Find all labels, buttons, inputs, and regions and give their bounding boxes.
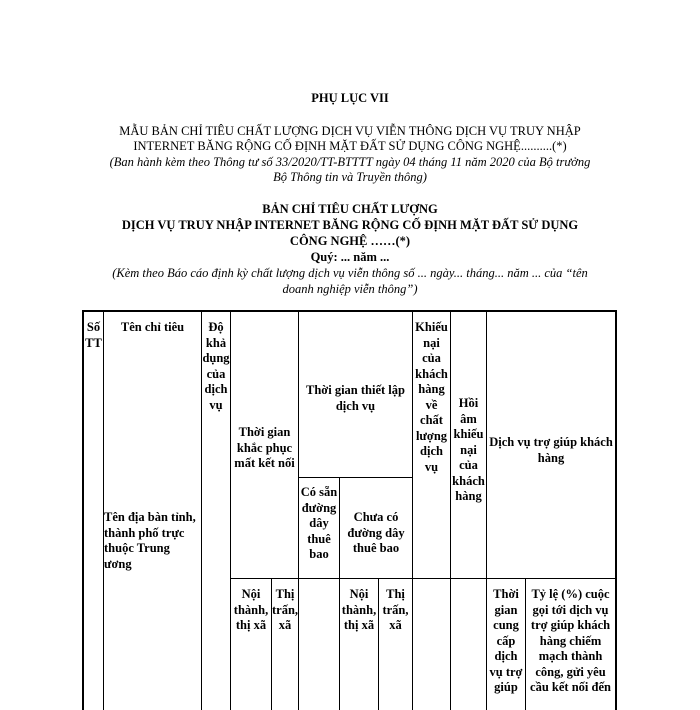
header-fault-fix-time: Thời gian khắc phục mất kết nối <box>234 425 295 470</box>
quarter-line: Quý: ... năm ... <box>310 250 390 264</box>
form-title-line-1: MẪU BẢN CHỈ TIÊU CHẤT LƯỢNG DỊCH VỤ VIỄN THÔNG DỊCH VỤ TRUY NHẬP <box>119 124 581 138</box>
row-divider <box>298 477 412 478</box>
subheader-support-call-rate: Tỷ lệ (%) cuộc gọi tới dịch vụ trợ giúp khách hàng chiếm mạch thành công, gửi yêu cầu kết nối đến <box>530 587 611 694</box>
issued-note-line-2: Bộ Thông tin và Truyền thông) <box>273 170 427 184</box>
header-setup-time: Thời gian thiết lập dịch vụ <box>306 383 405 413</box>
attached-note-line-2: doanh nghiệp viễn thông”) <box>282 282 418 296</box>
col-divider <box>230 310 231 710</box>
header-area-name: Tên địa bàn tỉnh, thành phố trực thuộc Trung ương <box>104 510 196 571</box>
header-availability: Độ khả dụng của dịch vụ <box>202 320 230 412</box>
subheader-urban-setup: Nội thành, thị xã <box>341 587 377 632</box>
subheader-town-setup: Thị trấn, xã <box>382 587 409 632</box>
table-border-top <box>82 310 617 312</box>
header-no: Số TT <box>85 320 102 350</box>
report-title-line-3: CÔNG NGHỆ ……(*) <box>289 234 411 248</box>
header-without-subscriber-line: Chưa có đường dây thuê bao <box>347 510 405 555</box>
header-with-subscriber-line: Có sẵn đường dây thuê bao <box>300 485 338 561</box>
col-divider <box>450 310 451 710</box>
appendix-heading: PHỤ LỤC VII <box>311 91 389 105</box>
report-title-line-2: DỊCH VỤ TRUY NHẬP INTERNET BĂNG RỘNG CỐ ĐỊNH MẶT ĐẤT SỬ DỤNG <box>121 218 579 232</box>
report-title-line-1: BẢN CHỈ TIÊU CHẤT LƯỢNG <box>262 202 438 216</box>
header-complaint-replies: Hồi âm khiếu nại của khách hàng <box>452 396 485 503</box>
header-customer-support: Dịch vụ trợ giúp khách hàng <box>489 435 613 465</box>
table-border-left <box>82 310 84 710</box>
row-divider <box>230 578 615 579</box>
header-indicator-name: Tên chỉ tiêu <box>120 320 185 334</box>
subheader-support-time: Thời gian cung cấp dịch vụ trợ giúp <box>489 587 523 694</box>
form-title-line-2: INTERNET BĂNG RỘNG CỐ ĐỊNH MẶT ĐẤT SỬ DỤNG CÔNG NGHỆ..........(*) <box>133 139 567 153</box>
attached-note-line-1: (Kèm theo Báo cáo định kỳ chất lượng dịch vụ viễn thông số ... ngày... tháng... năm ... của “tên <box>112 266 588 280</box>
issued-note-line-1: (Ban hành kèm theo Thông tư số 33/2020/TT-BTTTT ngày 04 tháng 11 năm 2020 của Bộ trưởng <box>109 155 591 169</box>
table-border-right <box>615 310 617 710</box>
header-customer-complaints: Khiếu nại của khách hàng về chất lượng dịch vụ <box>415 320 448 474</box>
quality-indicator-table <box>82 310 617 710</box>
subheader-town-fault-fix: Thị trấn, xã <box>272 587 299 632</box>
subheader-urban-fault-fix: Nội thành, thị xã <box>233 587 269 632</box>
